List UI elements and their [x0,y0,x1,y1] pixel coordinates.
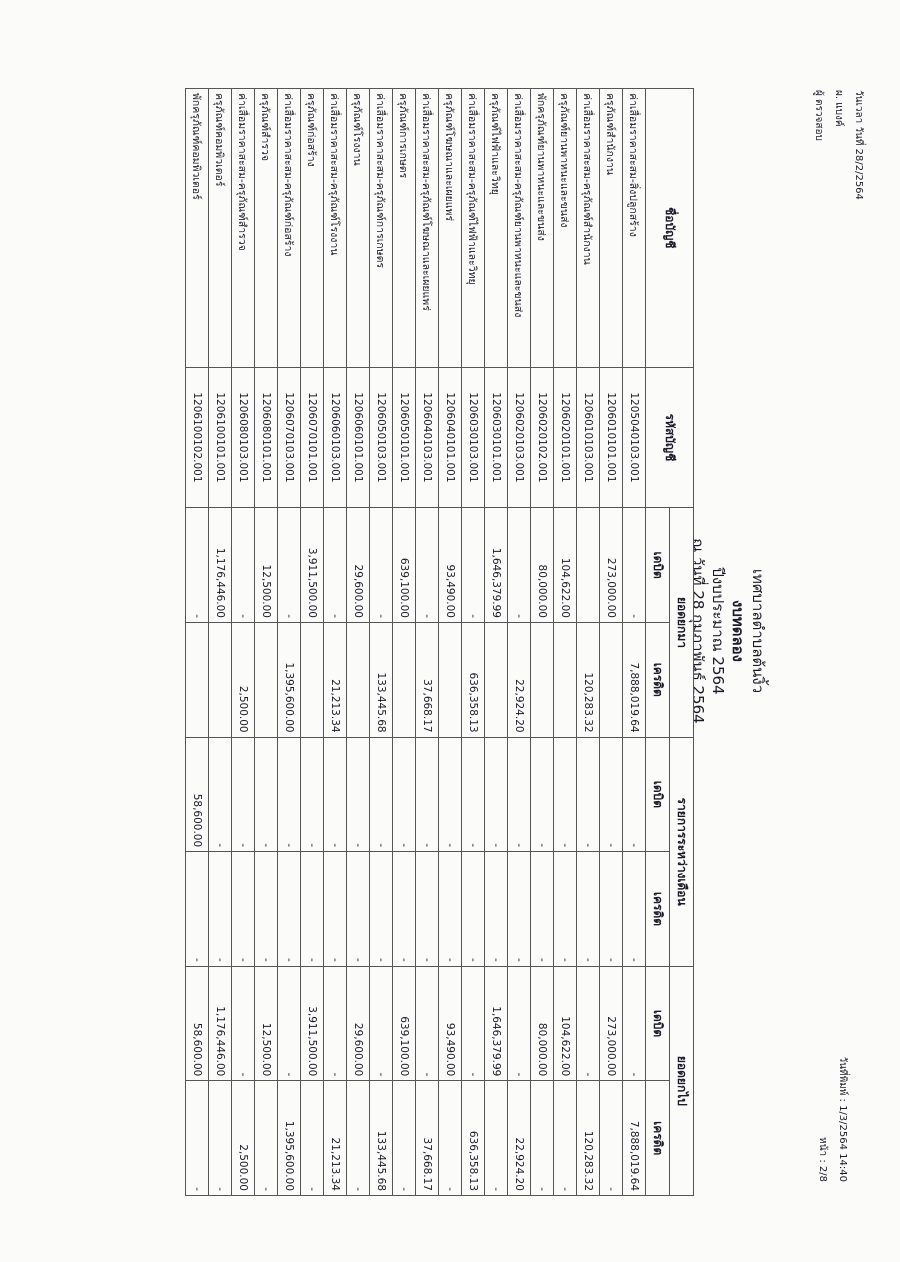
cf-credit-cell: - [554,1081,577,1196]
table-row [393,89,416,1196]
mv-debit-cell: - [531,737,554,852]
mv-credit-cell: - [554,852,577,967]
account-name-cell: ค่าเสื่อมราคาสะสม-ครุภัณฑ์โรงงาน [324,89,347,368]
mv-credit-cell: - [186,852,209,967]
mv-credit-cell: - [370,852,393,967]
header-left [808,90,868,200]
table-row [370,89,393,1196]
account-name-cell: ค่าเสื่อมราคาสะสม-ครุภัณฑ์ก่อสร้าง [278,89,301,368]
account-code-cell: 1206060101.001 [347,367,370,508]
cf-debit-cell: 1,176,446.00 [209,966,232,1081]
account-code-cell: 1205040103.001 [623,367,646,508]
cf-debit-cell: - [623,966,646,1081]
table-row [416,89,439,1196]
mv-debit-cell: - [623,737,646,852]
header-right [812,1057,852,1182]
bf-debit-cell: 1,646,379.99 [485,508,508,623]
bf-debit-cell: 80,000.00 [531,508,554,623]
cf-debit-cell: 1,646,379.99 [485,966,508,1081]
carried-forward-header: ยอดยกไป [670,966,694,1195]
mv-debit-cell: - [485,737,508,852]
mv-debit-cell: - [577,737,600,852]
account-name-cell: ครุภัณฑ์ก่อสร้าง [301,89,324,368]
bf-debit-cell: 29,600.00 [347,508,370,623]
table-row [462,89,485,1196]
bf-debit-cell [577,508,600,623]
fiscal-year: ปีงบประมาณ 2564 [709,567,727,695]
table-row [439,89,462,1196]
mv-debit-cell: - [232,737,255,852]
mv-credit-header: เครดิต [646,852,670,967]
mv-credit-cell: - [462,852,485,967]
bf-debit-cell: - [232,508,255,623]
table-row [531,89,554,1196]
cf-credit-cell: - [485,1081,508,1196]
cf-credit-cell: 7,888,019.64 [623,1081,646,1196]
cf-debit-cell: - [462,966,485,1081]
print-date: วันที่พิมพ์ : 1/3/2564 14:40 [837,1056,848,1182]
table-row [577,89,600,1196]
account-name-cell: ค่าเสื่อมราคาสะสม-ครุภัณฑ์สำนักงาน [577,89,600,368]
bf-debit-cell: - [416,508,439,623]
mv-credit-cell: - [324,852,347,967]
report-name: งบทดลอง [729,600,747,662]
bf-credit-cell [554,622,577,737]
bf-debit-cell: 1,176,446.00 [209,508,232,623]
bf-credit-cell: 1,395,600.00 [278,622,301,737]
account-name-header: ชื่อบัญชี [646,89,694,368]
cf-credit-cell: 120,283.32 [577,1081,600,1196]
account-code-cell: 1206030103.001 [462,367,485,508]
mv-debit-cell: - [439,737,462,852]
cf-debit-cell: - [278,966,301,1081]
cf-debit-cell: - [232,966,255,1081]
bf-debit-cell: - [508,508,531,623]
account-code-cell: 1206010103.001 [577,367,600,508]
mv-debit-cell: - [255,737,278,852]
cf-credit-cell: 2,500.00 [232,1081,255,1196]
cf-credit-cell: - [600,1081,623,1196]
cf-debit-header: เดบิต [646,966,670,1081]
cf-debit-cell: 93,490.00 [439,966,462,1081]
account-code-cell: 1206040101.001 [439,367,462,508]
bf-credit-cell: 37,668.17 [416,622,439,737]
bf-debit-cell: - [370,508,393,623]
account-name-cell: พักครุภัณฑ์ยานพาหนะและขนส่ง [531,89,554,368]
account-code-header: รหัสบัญชี [646,367,694,508]
bf-debit-cell: 104,622.00 [554,508,577,623]
account-code-cell: 1206050103.001 [370,367,393,508]
bf-debit-cell: 639,100.00 [393,508,416,623]
account-name-cell: ครุภัณฑ์ยานพาหนะและขนส่ง [554,89,577,368]
cf-debit-cell: - [577,966,600,1081]
cf-credit-cell: 133,445.68 [370,1081,393,1196]
mv-credit-cell: - [347,852,370,967]
bf-credit-cell [186,622,209,737]
account-code-cell: 1206100102.001 [186,367,209,508]
cf-credit-cell: 37,668.17 [416,1081,439,1196]
table-row [232,89,255,1196]
bf-debit-cell: 12,500.00 [255,508,278,623]
table-row [347,89,370,1196]
table-row [255,89,278,1196]
table-row [554,89,577,1196]
cf-debit-cell: 29,600.00 [347,966,370,1081]
cf-debit-cell: 273,000.00 [600,966,623,1081]
bf-debit-cell: - [278,508,301,623]
bf-credit-header: เครดิต [646,622,670,737]
cf-credit-cell: - [209,1081,232,1196]
mv-debit-cell: - [600,737,623,852]
account-name-cell: ค่าเสื่อมราคาสะสม-ครุภัณฑ์ยานพาหนะและขนส่ง [508,89,531,368]
mv-debit-cell: - [278,737,301,852]
account-name-cell: ครุภัณฑ์คอมพิวเตอร์ [209,89,232,368]
mv-debit-cell: - [324,737,347,852]
account-code-cell: 1206030101.001 [485,367,508,508]
account-code-cell: 1206040103.001 [416,367,439,508]
account-code-cell: 1206070101.001 [301,367,324,508]
account-code-cell: 1206080101.001 [255,367,278,508]
bf-debit-cell: - [324,508,347,623]
mv-credit-cell: - [393,852,416,967]
mv-credit-cell: - [623,852,646,967]
bf-credit-cell [255,622,278,737]
cf-debit-cell: - [370,966,393,1081]
account-code-cell: 1206050101.001 [393,367,416,508]
cf-debit-cell: 639,100.00 [393,966,416,1081]
account-name-cell: ค่าเสื่อมราคาสะสม-ครุภัณฑ์สำรวจ [232,89,255,368]
cf-debit-cell: - [508,966,531,1081]
cf-credit-cell: - [255,1081,278,1196]
bf-debit-header: เดบิต [646,508,670,623]
account-name-cell: ครุภัณฑ์สำนักงาน [600,89,623,368]
cf-debit-cell: 80,000.00 [531,966,554,1081]
table-body [186,89,646,1196]
cf-debit-cell: - [324,966,347,1081]
bf-debit-cell: - [186,508,209,623]
mv-debit-cell: - [462,737,485,852]
mv-credit-cell: - [485,852,508,967]
cf-credit-cell: 22,924.20 [508,1081,531,1196]
account-name-cell: ค่าเสื่อมราคาสะสม-ครุภัณฑ์ไฟฟ้าและวิทยุ [462,89,485,368]
cf-debit-cell: 12,500.00 [255,966,278,1081]
cf-credit-cell: 636,358.13 [462,1081,485,1196]
cf-credit-cell: 1,395,600.00 [278,1081,301,1196]
mv-debit-cell: - [416,737,439,852]
bf-credit-cell [439,622,462,737]
mv-credit-cell: - [232,852,255,967]
table-row [301,89,324,1196]
bf-credit-cell [531,622,554,737]
mv-credit-cell: - [301,852,324,967]
cf-credit-cell: - [301,1081,324,1196]
cf-credit-header: เครดิต [646,1081,670,1196]
mv-debit-header: เดบิต [646,737,670,852]
account-name-cell: ครุภัณฑ์การเกษตร [393,89,416,368]
table-row [324,89,347,1196]
cf-debit-cell: - [416,966,439,1081]
header-checked-line: ผู้ ตรวจสอบ [813,90,824,141]
cf-credit-cell: - [393,1081,416,1196]
account-name-cell: พักครุภัณฑ์คอมพิวเตอร์ [186,89,209,368]
account-code-cell: 1206060103.001 [324,367,347,508]
mv-debit-cell: - [554,737,577,852]
table-row [278,89,301,1196]
mv-credit-cell: - [508,852,531,967]
bf-credit-cell: 120,283.32 [577,622,600,737]
mv-credit-cell: - [416,852,439,967]
cf-debit-cell: 58,600.00 [186,966,209,1081]
header-prepared-line: ผ. แบงค์ [833,90,844,127]
cf-credit-cell: - [439,1081,462,1196]
bf-debit-cell: 93,490.00 [439,508,462,623]
table-row [209,89,232,1196]
account-name-cell: ครุภัณฑ์โรงงาน [347,89,370,368]
bf-credit-cell [301,622,324,737]
bf-debit-cell: - [623,508,646,623]
bf-debit-cell: 273,000.00 [600,508,623,623]
bf-credit-cell: 2,500.00 [232,622,255,737]
trial-balance-table [185,88,694,1196]
bf-credit-cell: 7,888,019.64 [623,622,646,737]
account-name-cell: ค่าเสื่อมราคาสะสม-ครุภัณฑ์โฆษณาและเผยแพร่ [416,89,439,368]
account-code-cell: 1206070103.001 [278,367,301,508]
bf-credit-cell: 21,213.34 [324,622,347,737]
cf-debit-cell: 104,622.00 [554,966,577,1081]
account-name-cell: ครุภัณฑ์ไฟฟ้าและวิทยุ [485,89,508,368]
bf-credit-cell [347,622,370,737]
account-code-cell: 1206010101.001 [600,367,623,508]
mv-debit-cell: 58,600.00 [186,737,209,852]
mv-credit-cell: - [577,852,600,967]
mv-debit-cell: - [370,737,393,852]
mv-credit-cell: - [278,852,301,967]
account-code-cell: 1206020102.001 [531,367,554,508]
mv-debit-cell: - [301,737,324,852]
bf-credit-cell [393,622,416,737]
cf-credit-cell: - [531,1081,554,1196]
table-row [485,89,508,1196]
mv-debit-cell: - [347,737,370,852]
page-number: หน้า : 2/8 [817,1137,828,1182]
bf-credit-cell: 22,924.20 [508,622,531,737]
cf-credit-cell: - [186,1081,209,1196]
mv-debit-cell: - [508,737,531,852]
bf-debit-cell: - [462,508,485,623]
bf-credit-cell: 133,445.68 [370,622,393,737]
brought-forward-header: ยอดยกมา [670,508,694,737]
movement-header: รายการระหว่างเดือน [670,737,694,966]
as-of-date: ณ วันที่ 28 กุมภาพันธ์ 2564 [689,538,707,724]
account-name-cell: ค่าเสื่อมราคาสะสม-ครุภัณฑ์การเกษตร [370,89,393,368]
account-code-cell: 1206080103.001 [232,367,255,508]
cf-debit-cell: 3,911,500.00 [301,966,324,1081]
account-name-cell: ค่าเสื่อมราคาสะสม-สิ่งปลูกสร้าง [623,89,646,368]
account-code-cell: 1206020101.001 [554,367,577,508]
account-name-cell: ครุภัณฑ์สำรวจ [255,89,278,368]
mv-credit-cell: - [439,852,462,967]
cf-credit-cell: 21,213.34 [324,1081,347,1196]
table-row [508,89,531,1196]
header-date-line: วันเวลา วันที่ 28/2/2564 [853,90,864,200]
mv-debit-cell: - [209,737,232,852]
mv-credit-cell: - [255,852,278,967]
bf-debit-cell: 3,911,500.00 [301,508,324,623]
bf-credit-cell [209,622,232,737]
account-code-cell: 1206020103.001 [508,367,531,508]
account-name-cell: ครุภัณฑ์โฆษณาและเผยแพร่ [439,89,462,368]
mv-credit-cell: - [531,852,554,967]
cf-credit-cell: - [347,1081,370,1196]
org-name: เทศบาลตำบลต้นงิ้ว [749,568,767,694]
mv-credit-cell: - [600,852,623,967]
bf-credit-cell [485,622,508,737]
report-title [688,0,768,1262]
mv-credit-cell: - [209,852,232,967]
bf-credit-cell [600,622,623,737]
table-row [186,89,209,1196]
mv-debit-cell: - [393,737,416,852]
table-row [623,89,646,1196]
table-row [600,89,623,1196]
bf-credit-cell: 636,358.13 [462,622,485,737]
account-code-cell: 1206100101.001 [209,367,232,508]
